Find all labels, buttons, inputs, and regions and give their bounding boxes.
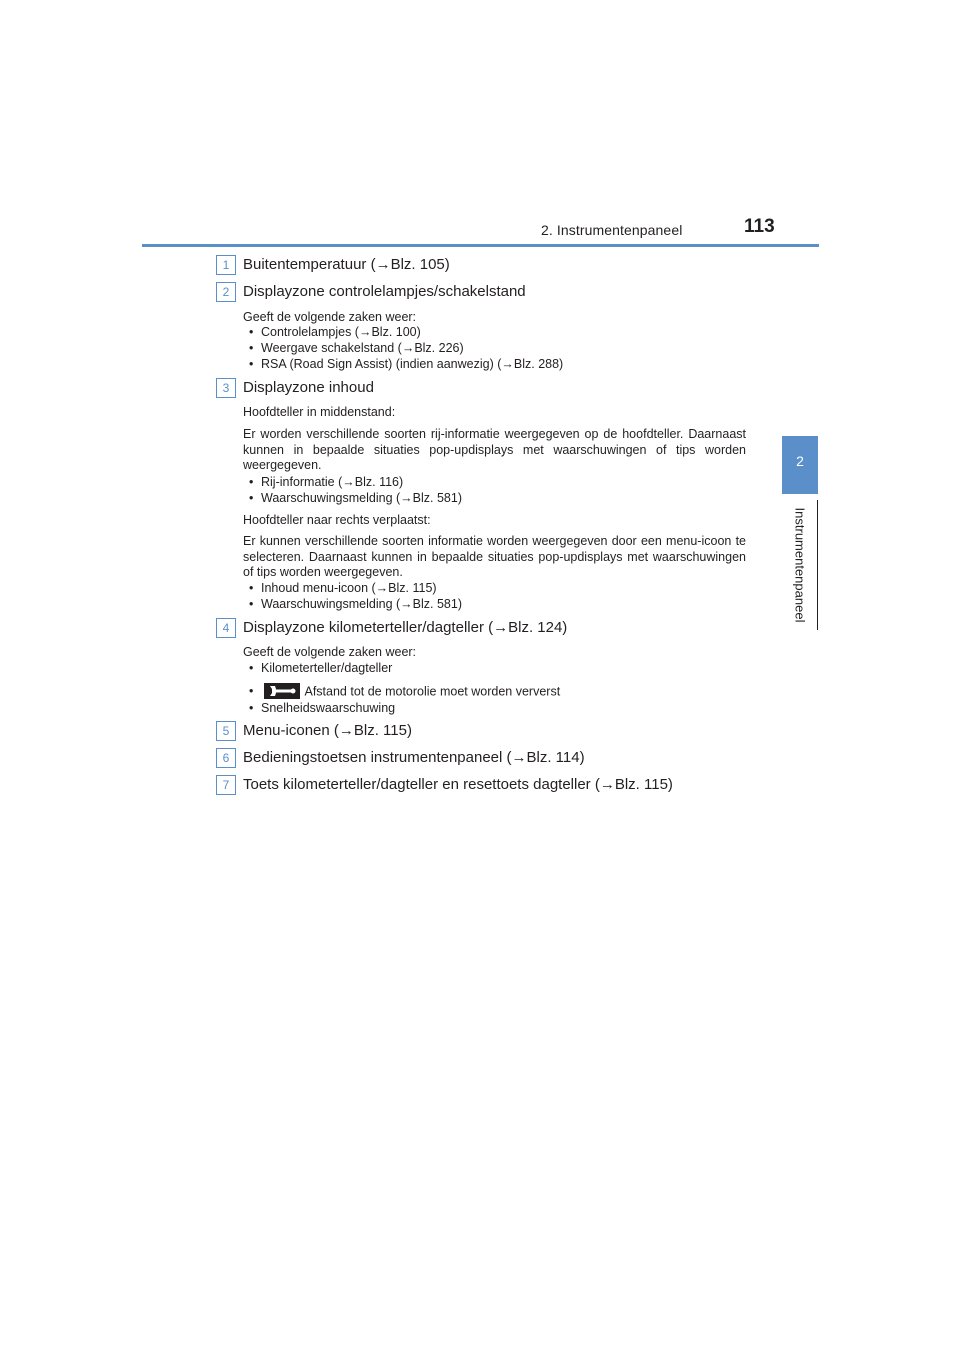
paragraph: Er kunnen verschillende soorten informatie worden weergegeven door een menu-icoon te selecteren. Daarnaast kunnen in bepaalde situaties pop-updisplays met waarschuwingen of tips worden weergegeven. (243, 534, 746, 579)
item-title: Displayzone kilometerteller/dagteller (→Blz. 124) (243, 619, 568, 636)
header-rule (142, 244, 819, 247)
section-title: 2. Instrumentenpaneel (541, 222, 683, 238)
list-item: • Rij-informatie (→Blz. 116) (249, 475, 403, 490)
item-number-badge: 6 (216, 748, 236, 768)
list-item: • Waarschuwingsmelding (→Blz. 581) (249, 491, 462, 506)
item-number-badge: 4 (216, 618, 236, 638)
list-item-text: Afstand tot de motorolie moet worden ververst (304, 684, 561, 699)
item-number-badge: 7 (216, 775, 236, 795)
item-title: Bedieningstoetsen instrumentenpaneel (→Blz. 114) (243, 749, 585, 766)
list-item: • Snelheidswaarschuwing (249, 701, 395, 716)
list-item: • RSA (Road Sign Assist) (indien aanwezig) (→Blz. 288) (249, 357, 563, 372)
list-item: • Kilometerteller/dagteller (249, 661, 392, 676)
item-number-badge: 5 (216, 721, 236, 741)
item-title: Buitentemperatuur (→Blz. 105) (243, 256, 450, 273)
item-title: Displayzone inhoud (243, 379, 374, 396)
item-title: Menu-iconen (→Blz. 115) (243, 722, 412, 739)
list-item: • Waarschuwingsmelding (→Blz. 581) (249, 597, 462, 612)
page-number: 113 (744, 216, 775, 237)
item-number-badge: 2 (216, 282, 236, 302)
item-number-badge: 3 (216, 378, 236, 398)
sub-heading: Hoofdteller in middenstand: (243, 405, 396, 419)
list-item: • Controlelampjes (→Blz. 100) (249, 325, 421, 340)
sub-heading: Hoofdteller naar rechts verplaatst: (243, 513, 431, 527)
list-item (249, 683, 560, 701)
list-item: • Inhoud menu-icoon (→Blz. 115) (249, 581, 437, 596)
item-title: Displayzone controlelampjes/schakelstand (243, 283, 526, 300)
chapter-label: Instrumentenpaneel (792, 507, 808, 623)
item-title: Toets kilometerteller/dagteller en resettoets dagteller (→Blz. 115) (243, 776, 673, 793)
chapter-number-tab: 2 (782, 436, 818, 494)
item-intro: Geeft de volgende zaken weer: (243, 645, 417, 659)
list-item: • Weergave schakelstand (→Blz. 226) (249, 341, 464, 356)
item-number-badge: 1 (216, 255, 236, 275)
chapter-divider (817, 500, 818, 630)
paragraph: Er worden verschillende soorten rij-informatie weergegeven op de hoofdteller. Daarnaast kunnen in bepaalde situaties pop-updisplays met waarschuwingen of tips worden weergegeven. (243, 427, 746, 472)
wrench-icon (264, 683, 300, 699)
item-intro: Geeft de volgende zaken weer: (243, 310, 417, 324)
